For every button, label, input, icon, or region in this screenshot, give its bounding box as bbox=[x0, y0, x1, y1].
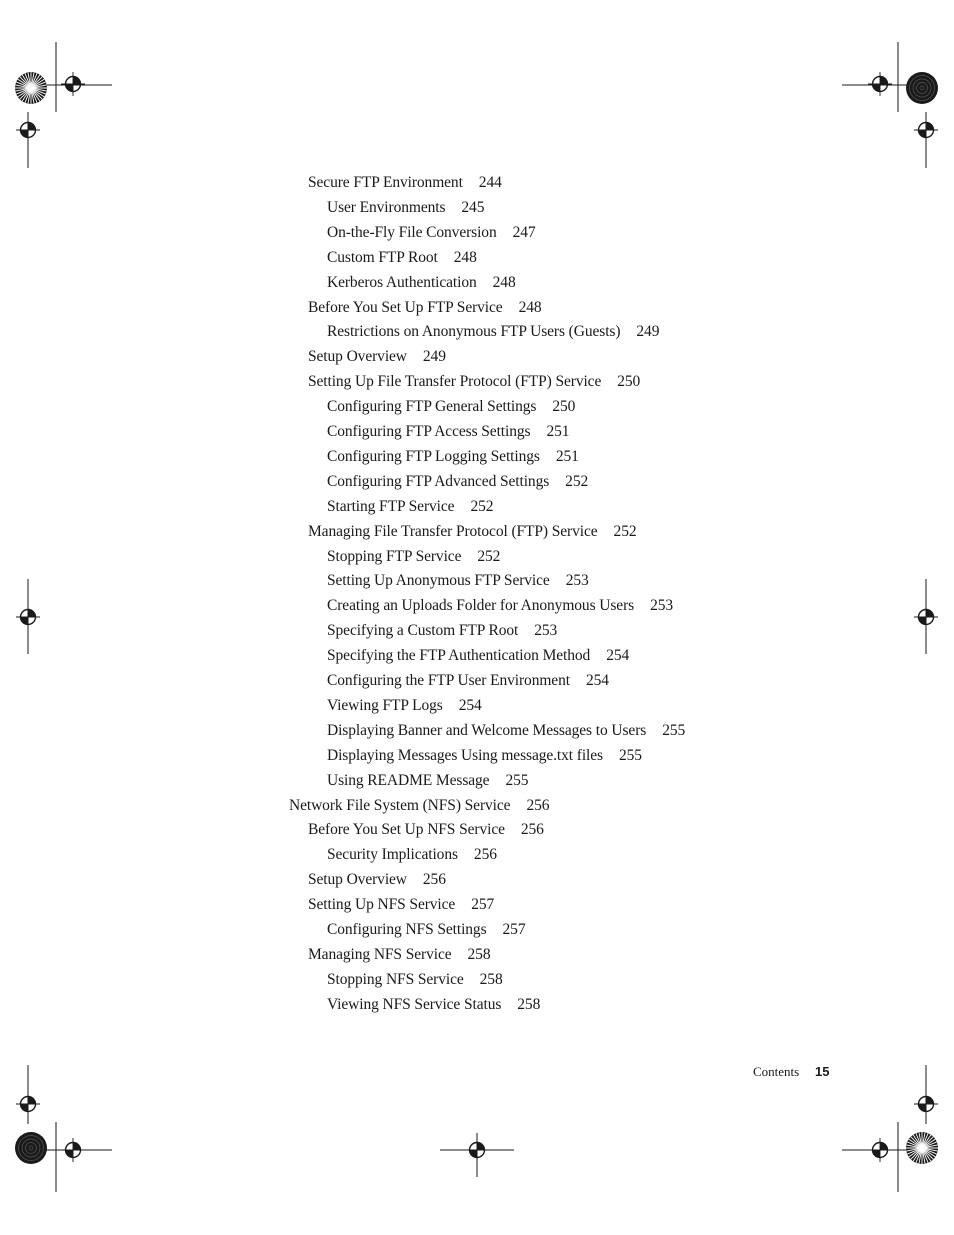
toc-entry-page: 256 bbox=[520, 821, 544, 839]
toc-entry-page: 258 bbox=[467, 945, 491, 963]
toc-entry-title: Setting Up NFS Service bbox=[308, 896, 456, 914]
toc-entry[interactable] bbox=[308, 297, 542, 319]
toc-entry[interactable] bbox=[308, 521, 637, 543]
footer-page-number: 15 bbox=[815, 1064, 830, 1079]
toc-entry[interactable] bbox=[327, 770, 528, 792]
toc-entry[interactable] bbox=[327, 496, 493, 518]
toc-entry[interactable] bbox=[308, 894, 494, 916]
toc-entry-title: Security Implications bbox=[327, 846, 458, 864]
toc-entry-title: Network File System (NFS) Service bbox=[289, 796, 511, 814]
toc-entry-title: Secure FTP Environment bbox=[308, 174, 463, 191]
toc-entry-title: Stopping NFS Service bbox=[327, 970, 464, 988]
toc-entry[interactable] bbox=[327, 695, 482, 717]
footer-section-label: Contents bbox=[753, 1064, 800, 1079]
toc-entry[interactable] bbox=[327, 745, 642, 767]
toc-entry-title: Using README Message bbox=[327, 771, 490, 789]
toc-entry-title: Before You Set Up FTP Service bbox=[308, 298, 503, 316]
toc-entry-title: Stopping FTP Service bbox=[327, 547, 462, 565]
toc-entry[interactable] bbox=[327, 969, 503, 991]
toc-entry-title: Specifying the FTP Authentication Method bbox=[327, 647, 591, 665]
toc-entry-page: 248 bbox=[518, 298, 542, 316]
toc-entry-page: 254 bbox=[606, 647, 630, 665]
toc-entry[interactable] bbox=[327, 595, 673, 617]
toc-entry[interactable] bbox=[308, 819, 544, 841]
toc-entry-title: User Environments bbox=[327, 198, 446, 216]
toc-entry-title: Before You Set Up NFS Service bbox=[308, 821, 505, 839]
toc-entry[interactable] bbox=[327, 396, 575, 418]
toc-entry-page: 248 bbox=[453, 248, 477, 266]
toc-entry-page: 253 bbox=[650, 597, 674, 615]
toc-entry[interactable] bbox=[327, 670, 609, 692]
toc-entry-page: 252 bbox=[477, 547, 501, 565]
toc-entry-page: 249 bbox=[422, 348, 446, 366]
toc-entry-page: 258 bbox=[479, 970, 503, 988]
toc-entry-title: Managing NFS Service bbox=[308, 945, 452, 963]
toc-entry-title: Starting FTP Service bbox=[327, 497, 455, 515]
toc-entry-title: Configuring NFS Settings bbox=[327, 921, 487, 938]
toc-entry-page: 255 bbox=[618, 746, 642, 764]
toc-entry-page: 252 bbox=[470, 497, 494, 515]
toc-entry-title: Configuring FTP Access Settings bbox=[327, 423, 531, 440]
toc-entry-title: Specifying a Custom FTP Root bbox=[327, 622, 519, 640]
toc-entry-title: Setup Overview bbox=[308, 871, 407, 889]
toc-entry-title: Kerberos Authentication bbox=[327, 273, 477, 291]
toc-entry-page: 245 bbox=[461, 198, 485, 216]
toc-entry-title: Displaying Banner and Welcome Messages to Users bbox=[327, 721, 647, 739]
toc-entry-page: 257 bbox=[471, 896, 495, 914]
toc-entry[interactable] bbox=[327, 645, 629, 667]
toc-entry[interactable] bbox=[327, 546, 500, 568]
toc-entry[interactable] bbox=[308, 172, 502, 194]
toc-entry-page: 256 bbox=[526, 796, 550, 814]
toc-entry[interactable] bbox=[327, 720, 685, 742]
toc-entry[interactable] bbox=[327, 844, 497, 866]
toc-entry-page: 257 bbox=[502, 921, 526, 938]
toc-entry[interactable] bbox=[308, 869, 446, 891]
toc-entry-title: Custom FTP Root bbox=[327, 248, 438, 266]
toc-entry[interactable] bbox=[308, 346, 446, 368]
toc-entry-page: 254 bbox=[585, 672, 609, 689]
toc-entry[interactable] bbox=[327, 421, 569, 443]
toc-entry-title: Configuring FTP Advanced Settings bbox=[327, 472, 550, 490]
toc-entry[interactable] bbox=[308, 944, 490, 966]
toc-entry[interactable] bbox=[327, 570, 589, 592]
toc-entry[interactable] bbox=[308, 371, 640, 393]
toc-entry-title: Setup Overview bbox=[308, 348, 407, 366]
toc-entry[interactable] bbox=[327, 471, 588, 493]
toc-entry-page: 252 bbox=[613, 522, 637, 540]
toc-entry-page: 254 bbox=[458, 696, 482, 714]
toc-entry-title: On-the-Fly File Conversion bbox=[327, 223, 497, 241]
toc-entry-title: Managing File Transfer Protocol (FTP) Service bbox=[308, 522, 598, 540]
toc-entry-page: 244 bbox=[478, 174, 502, 191]
toc-entry-title: Displaying Messages Using message.txt files bbox=[327, 746, 603, 764]
toc-entry-page: 251 bbox=[555, 447, 579, 465]
toc-entry[interactable] bbox=[327, 272, 516, 294]
toc-entry-title: Viewing FTP Logs bbox=[327, 696, 443, 714]
toc-entry-title: Configuring the FTP User Environment bbox=[327, 672, 570, 689]
toc-entry[interactable] bbox=[327, 222, 536, 244]
toc-entry-title: Viewing NFS Service Status bbox=[327, 995, 502, 1013]
toc-entry-page: 258 bbox=[517, 995, 541, 1013]
toc-entry[interactable] bbox=[327, 446, 579, 468]
toc-entry[interactable] bbox=[327, 620, 557, 642]
toc-entry-title: Configuring FTP Logging Settings bbox=[327, 447, 540, 465]
toc-entry-page: 251 bbox=[546, 423, 570, 440]
toc-entry-page: 250 bbox=[552, 398, 576, 416]
toc-entry-page: 250 bbox=[617, 373, 641, 391]
toc-entry-title: Creating an Uploads Folder for Anonymous Users bbox=[327, 597, 635, 615]
toc-entry-title: Setting Up File Transfer Protocol (FTP) Service bbox=[308, 373, 602, 391]
toc-entry-title: Configuring FTP General Settings bbox=[327, 398, 537, 416]
toc-entry-page: 253 bbox=[534, 622, 558, 640]
toc-entry-page: 252 bbox=[565, 472, 589, 490]
toc-entry-page: 253 bbox=[565, 572, 589, 590]
toc-entry-page: 255 bbox=[662, 721, 686, 739]
toc-entry[interactable] bbox=[327, 321, 659, 343]
toc-entry[interactable] bbox=[327, 919, 525, 941]
toc-entry-page: 255 bbox=[505, 771, 529, 789]
toc-entry[interactable] bbox=[327, 247, 477, 269]
toc-entry-page: 256 bbox=[422, 871, 446, 889]
toc-entry-page: 247 bbox=[512, 223, 536, 241]
toc-entry-page: 256 bbox=[473, 846, 497, 864]
toc-entry-title: Restrictions on Anonymous FTP Users (Guests) bbox=[327, 323, 621, 341]
toc-entry[interactable] bbox=[327, 994, 540, 1016]
toc-entry[interactable] bbox=[289, 795, 549, 817]
toc-entry[interactable] bbox=[327, 197, 484, 219]
toc-entry-title: Setting Up Anonymous FTP Service bbox=[327, 572, 550, 590]
toc-entry-page: 249 bbox=[636, 323, 660, 341]
toc-entry-page: 248 bbox=[492, 273, 516, 291]
